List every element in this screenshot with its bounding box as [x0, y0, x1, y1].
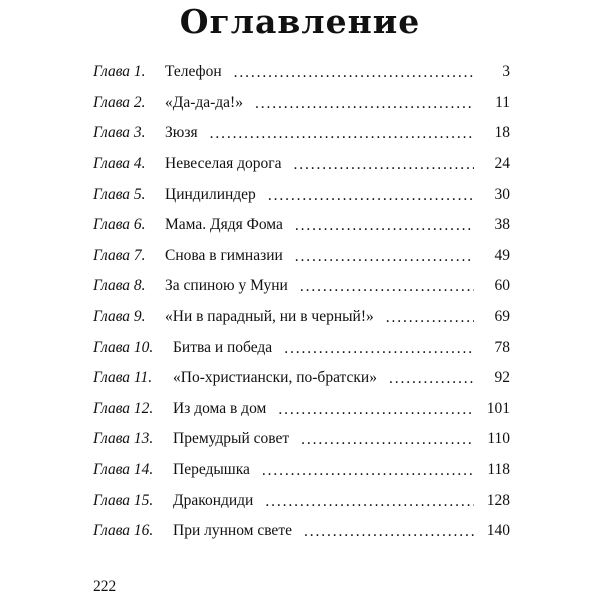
chapter-label: Глава 5.: [93, 185, 146, 203]
chapter-page-number: 11: [495, 93, 510, 111]
chapter-page-number: 140: [486, 522, 510, 540]
chapter-page-number: 60: [494, 277, 510, 295]
dot-leader: [300, 278, 474, 296]
chapter-title: При лунном свете: [173, 522, 292, 540]
chapter-label: Глава 6.: [93, 216, 146, 234]
toc-row: [93, 302, 510, 333]
dot-leader: [301, 431, 474, 449]
toc-row: [93, 57, 510, 88]
chapter-page-number: 18: [494, 124, 510, 142]
toc-row: [93, 332, 510, 363]
dot-leader: [210, 125, 474, 143]
toc-row: [93, 149, 510, 180]
chapter-title: Циндилиндер: [165, 185, 256, 203]
chapter-label: Глава 8.: [93, 277, 146, 295]
chapter-label: Глава 2.: [93, 93, 146, 111]
chapter-label: Глава 15.: [93, 491, 154, 509]
chapter-page-number: 110: [487, 430, 510, 448]
chapter-page-number: 3: [502, 63, 510, 81]
toc-row: [93, 363, 510, 394]
toc-row: [93, 485, 510, 516]
chapter-label: Глава 9.: [93, 308, 146, 326]
chapter-page-number: 101: [486, 399, 510, 417]
toc-row: [93, 241, 510, 272]
chapter-page-number: 118: [487, 461, 510, 479]
chapter-label: Глава 13.: [93, 430, 154, 448]
chapter-page-number: 128: [486, 491, 510, 509]
dot-leader: [268, 187, 474, 205]
dot-leader: [304, 523, 474, 541]
chapter-page-number: 38: [494, 216, 510, 234]
table-of-contents: [93, 57, 510, 547]
toc-row: [93, 424, 510, 455]
chapter-label: Глава 4.: [93, 155, 146, 173]
chapter-title: Битва и победа: [173, 338, 273, 356]
chapter-title: За спиною у Муни: [165, 277, 288, 295]
chapter-label: Глава 14.: [93, 461, 154, 479]
chapter-label: Глава 16.: [93, 522, 154, 540]
chapter-title: Дракондиди: [173, 491, 254, 509]
chapter-title: Зюзя: [165, 124, 198, 142]
chapter-page-number: 92: [494, 369, 510, 387]
chapter-title: Премудрый совет: [173, 430, 290, 448]
dot-leader: [389, 370, 474, 388]
chapter-page-number: 49: [494, 246, 510, 264]
toc-row: [93, 394, 510, 425]
chapter-title: Невеселая дорога: [165, 155, 282, 173]
toc-row: [93, 271, 510, 302]
toc-row: [93, 118, 510, 149]
page-number: 222: [93, 578, 117, 595]
chapter-label: Глава 3.: [93, 124, 146, 142]
chapter-page-number: 24: [494, 155, 510, 173]
dot-leader: [265, 493, 474, 511]
chapter-label: Глава 1.: [93, 63, 146, 81]
toc-row: [93, 210, 510, 241]
chapter-page-number: 69: [494, 308, 510, 326]
chapter-title: «Да-да-да!»: [165, 93, 243, 111]
chapter-title: Из дома в дом: [173, 399, 267, 417]
chapter-title: Снова в гимназии: [165, 246, 283, 264]
dot-leader: [255, 95, 474, 113]
chapter-page-number: 30: [494, 185, 510, 203]
chapter-title: Телефон: [165, 63, 222, 81]
chapter-label: Глава 11.: [93, 369, 153, 387]
dot-leader: [234, 64, 474, 82]
dot-leader: [262, 462, 474, 480]
chapter-page-number: 78: [494, 338, 510, 356]
chapter-title: Передышка: [173, 461, 250, 479]
chapter-label: Глава 7.: [93, 246, 146, 264]
dot-leader: [278, 401, 474, 419]
chapter-title: «Ни в парадный, ни в черный!»: [165, 308, 374, 326]
chapter-title: «По-христиански, по-братски»: [173, 369, 377, 387]
dot-leader: [386, 309, 474, 327]
toc-row: [93, 88, 510, 119]
toc-row: [93, 516, 510, 547]
dot-leader: [294, 156, 474, 174]
page-title: Оглавление: [179, 2, 421, 41]
toc-row: [93, 455, 510, 486]
chapter-title: Мама. Дядя Фома: [165, 216, 283, 234]
toc-row: [93, 179, 510, 210]
chapter-label: Глава 10.: [93, 338, 154, 356]
dot-leader: [295, 217, 474, 235]
dot-leader: [284, 340, 474, 358]
dot-leader: [295, 248, 474, 266]
chapter-label: Глава 12.: [93, 399, 154, 417]
